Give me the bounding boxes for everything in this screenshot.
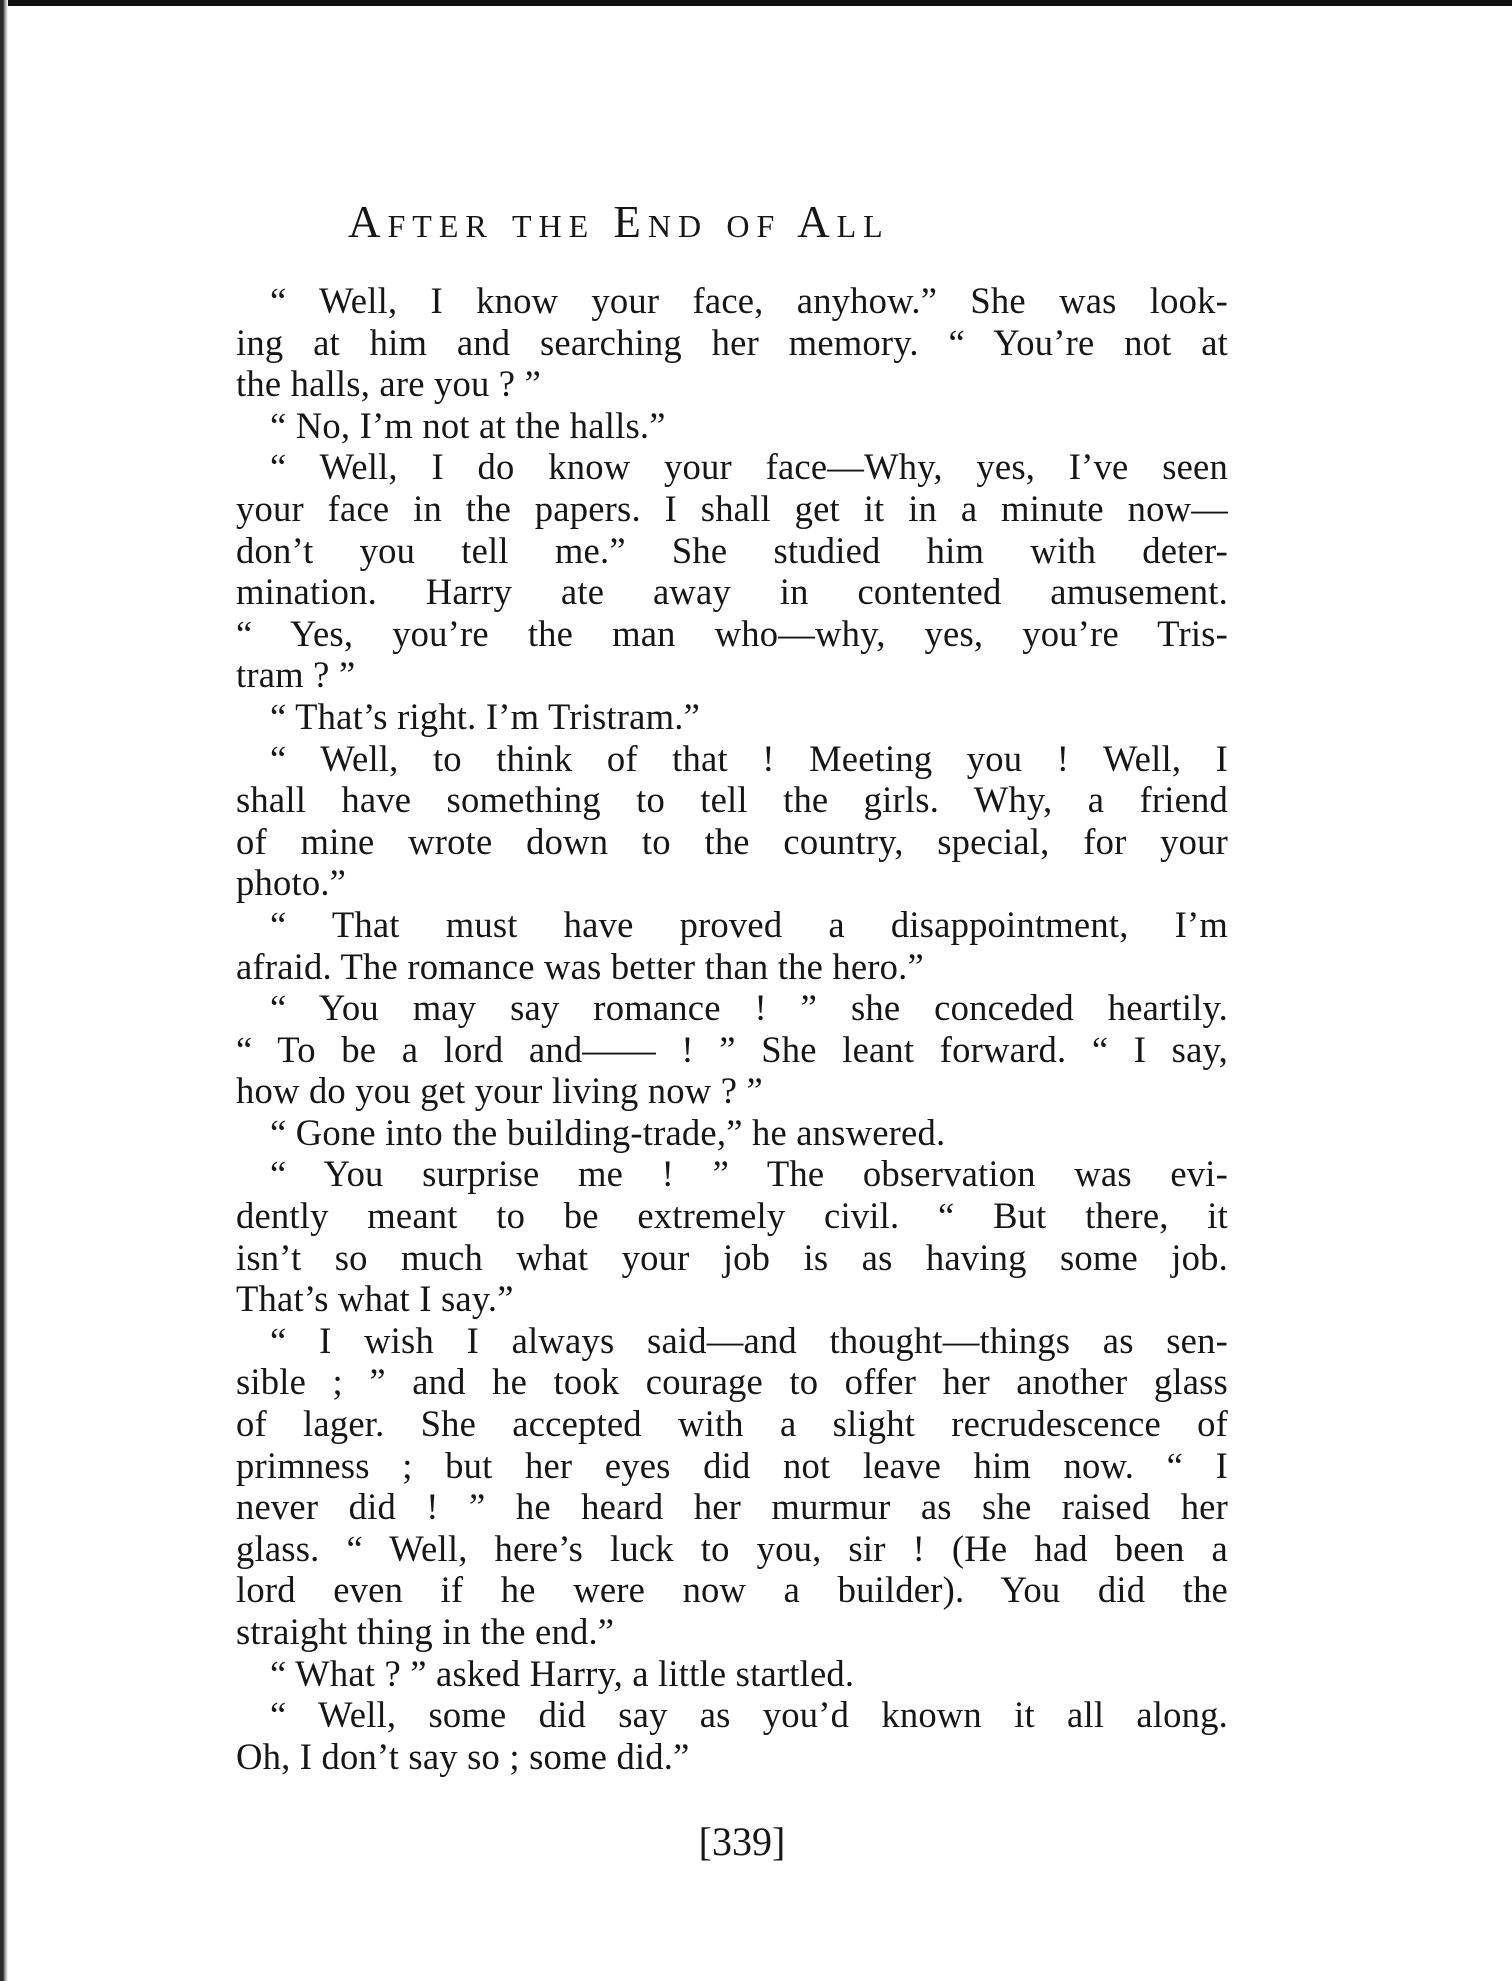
text-line: your face in the papers. I shall get it in a minute now—: [236, 487, 1228, 529]
text-line: never did ! ” he heard her murmur as she raised her: [236, 1486, 1228, 1528]
text-line: shall have something to tell the girls. Why, a friend: [236, 779, 1228, 821]
text-line: isn’t so much what your job is as having some job.: [236, 1236, 1228, 1278]
text-line: tram ? ”: [236, 654, 356, 696]
text-line: glass. “ Well, here’s luck to you, sir ! (He had been a: [236, 1527, 1228, 1569]
text-line: sible ; ” and he took courage to offer her another glass: [236, 1361, 1228, 1403]
text-line: “ Yes, you’re the man who—why, yes, you’re Tris-: [236, 612, 1228, 654]
text-line: “ No, I’m not at the halls.”: [270, 404, 666, 446]
text-line: “ What ? ” asked Harry, a little startled.: [270, 1652, 855, 1694]
page-number: [339]: [698, 1819, 786, 1864]
text-line: Oh, I don’t say so ; some did.”: [236, 1735, 690, 1777]
text-line: afraid. The romance was better than the hero.”: [236, 945, 924, 987]
text-line: “ I wish I always said—and thought—things as sen-: [270, 1319, 1228, 1361]
text-line: straight thing in the end.”: [236, 1611, 615, 1652]
text-line: “ You may say romance ! ” she conceded heartily.: [270, 987, 1228, 1029]
text-line: “ That must have proved a disappointment, I’m: [270, 903, 1228, 945]
text-line: dently meant to be extremely civil. “ But there, it: [236, 1195, 1228, 1237]
text-line: “ That’s right. I’m Tristram.”: [270, 695, 701, 737]
text-line: don’t you tell me.” She studied him with deter-: [236, 529, 1228, 571]
text-line: “ Well, to think of that ! Meeting you ! Well, I: [270, 737, 1228, 779]
text-line: of lager. She accepted with a slight recrudescence of: [236, 1403, 1228, 1445]
text-line: “ To be a lord and—— ! ” She leant forward. “ I say,: [236, 1028, 1228, 1070]
text-line: “ Well, I know your face, anyhow.” She was look-: [270, 280, 1228, 321]
text-line: lord even if he were now a builder). You did the: [236, 1569, 1228, 1611]
text-line: mination. Harry ate away in contented amusement.: [236, 571, 1228, 613]
text-line: “ You surprise me ! ” The observation was evi-: [270, 1153, 1228, 1195]
text-line: “ Gone into the building-trade,” he answered.: [270, 1111, 946, 1153]
text-line: primness ; but her eyes did not leave him now. “ I: [236, 1444, 1228, 1486]
text-line: of mine wrote down to the country, special, for your: [236, 820, 1228, 862]
body-text: [236, 280, 1228, 1777]
text-line: “ Well, some did say as you’d known it all along.: [270, 1694, 1228, 1736]
text-line: how do you get your living now ? ”: [236, 1070, 763, 1112]
text-line: ing at him and searching her memory. “ You’re not at: [236, 321, 1228, 363]
text-line: That’s what I say.”: [236, 1278, 514, 1320]
text-line: “ Well, I do know your face—Why, yes, I’ve seen: [270, 446, 1228, 488]
running-head: After the End of All: [348, 197, 890, 247]
scan-edge-top: [0, 0, 1512, 6]
text-line: the halls, are you ? ”: [236, 363, 542, 405]
text-line: photo.”: [236, 862, 347, 904]
scan-edge-left: [0, 0, 8, 1981]
